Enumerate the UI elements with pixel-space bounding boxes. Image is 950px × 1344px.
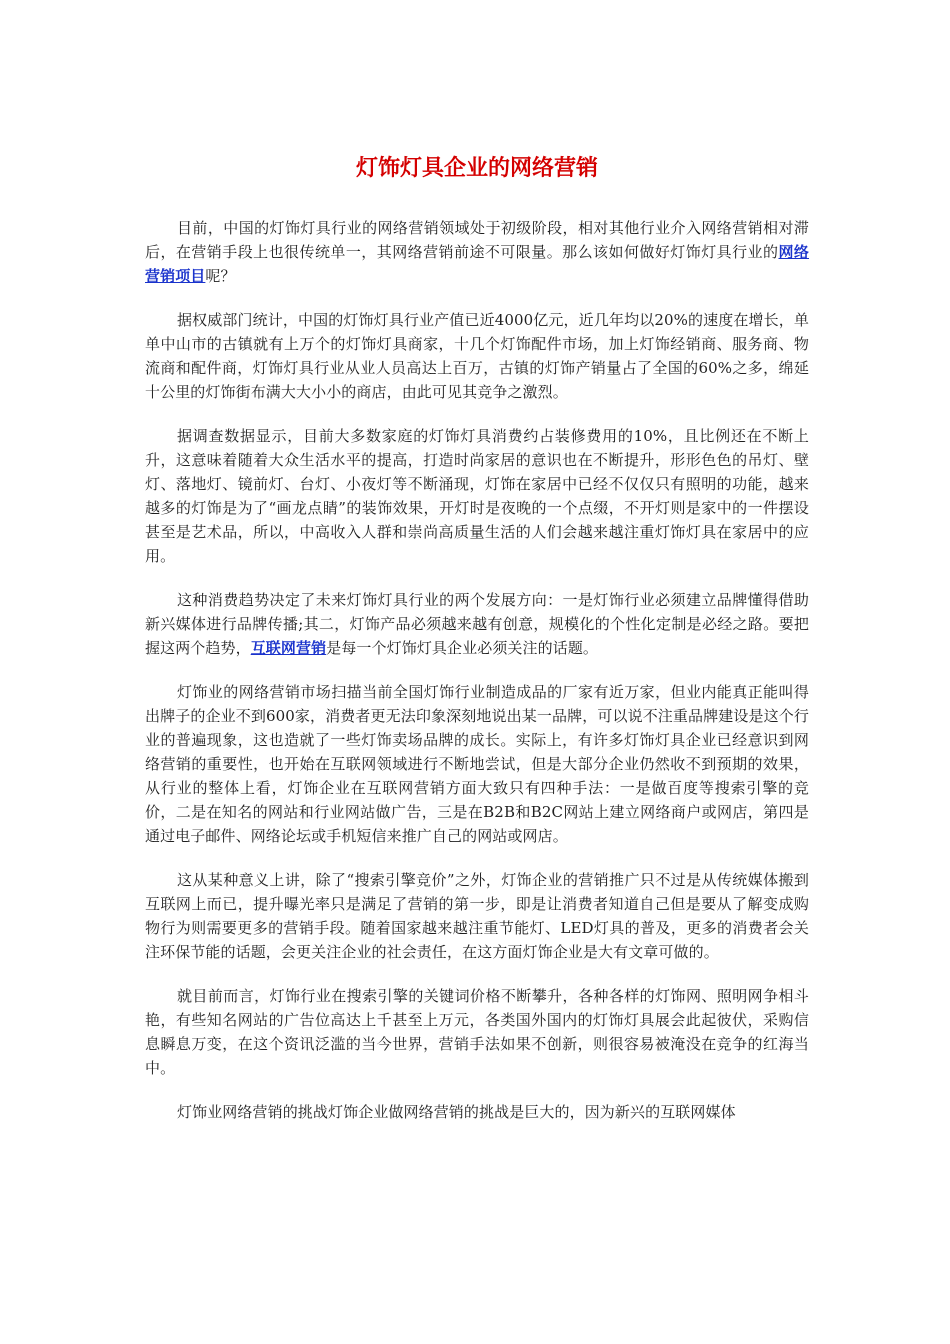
document-title: 灯饰灯具企业的网络营销	[355, 156, 598, 181]
paragraph-promotion: 这从某种意义上讲，除了“搜索引擎竞价”之外，灯饰企业的营销推广只不过是从传统媒体搬到互联网上而已，提升曝光率只是满足了营销的第一步，即是让消费者知道自己但是要从了解变成购物行为则需要更多的营销手段。随着国家越来越注重节能灯、LED灯具的普及，更多的消费者会关注环保节能的话题，会更关注企业的社会责任，在这方面灯饰企业是大有文章可做的。	[145, 871, 809, 961]
paragraph-text: 是每一个灯饰灯具企业必须关注的话题。	[326, 639, 599, 657]
paragraph-intro	[145, 216, 809, 288]
document-page	[145, 150, 809, 1124]
link-network-marketing-project[interactable]: 网络营销项目	[145, 243, 810, 285]
paragraph-text: 这种消费趋势决定了未来灯饰灯具行业的两个发展方向：一是灯饰行业必须建立品牌懂得借助新兴媒体进行品牌传播;其二，灯饰产品必须越来越有创意，规模化的个性化定制是必经之路。要把握这两个趋势，	[145, 591, 809, 657]
paragraph-text: 呢？	[205, 267, 236, 285]
paragraph-text: 目前，中国的灯饰灯具行业的网络营销领域处于初级阶段，相对其他行业介入网络营销相对滞后，在营销手段上也很传统单一，其网络营销前途不可限量。那么该如何做好灯饰灯具行业的	[145, 219, 809, 261]
paragraph-statistics: 据权威部门统计，中国的灯饰灯具行业产值已近4000亿元，近几年均以20%的速度在增长，单单中山市的古镇就有上万个的灯饰灯具商家，十几个灯饰配件市场，加上灯饰经销商、服务商、物流商和配件商，灯饰灯具行业从业人员高达上百万，古镇的灯饰产销量占了全国的60%之多，绵延十公里的灯饰街布满大大小小的商店，由此可见其竞争之激烈。	[145, 311, 809, 401]
paragraph-survey: 据调查数据显示，目前大多数家庭的灯饰灯具消费约占装修费用的10%，且比例还在不断上升，这意味着随着大众生活水平的提高，打造时尚家居的意识也在不断提升，形形色色的吊灯、壁灯、落地灯、镜前灯、台灯、小夜灯等不断涌现，灯饰在家居中已经不仅仅只有照明的功能，越来越多的灯饰是为了“画龙点睛”的装饰效果，开灯时是夜晚的一个点缀，不开灯则是家中的一件摆设甚至是艺术品，所以，中高收入人群和崇尚高质量生活的人们会越来越注重灯饰灯具在家居中的应用。	[145, 427, 809, 565]
paragraph-current-state: 就目前而言，灯饰行业在搜索引擎的关键词价格不断攀升，各种各样的灯饰网、照明网争相斗艳，有些知名网站的广告位高达上千甚至上万元，各类国外国内的灯饰灯具展会此起彼伏，采购信息瞬息万变，在这个资讯泛滥的当今世界，营销手法如果不创新，则很容易被淹没在竞争的红海当中。	[145, 987, 809, 1077]
paragraph-trends	[145, 588, 809, 660]
paragraph-challenges: 灯饰业网络营销的挑战灯饰企业做网络营销的挑战是巨大的，因为新兴的互联网媒体	[177, 1103, 736, 1121]
link-internet-marketing[interactable]: 互联网营销	[250, 639, 327, 657]
paragraph-market-scan: 灯饰业的网络营销市场扫描当前全国灯饰行业制造成品的厂家有近万家，但业内能真正能叫得出牌子的企业不到600家，消费者更无法印象深刻地说出某一品牌，可以说不注重品牌建设是这个行业的普遍现象，这也造就了一些灯饰卖场品牌的成长。实际上，有许多灯饰灯具企业已经意识到网络营销的重要性，也开始在互联网领域进行不断地尝试，但是大部分企业仍然收不到预期的效果，从行业的整体上看，灯饰企业在互联网营销方面大致只有四种手法：一是做百度等搜索引擎的竞价，二是在知名的网站和行业网站做广告，三是在B2B和B2C网站上建立网络商户或网店，第四是通过电子邮件、网络论坛或手机短信来推广自己的网站或网店。	[145, 683, 809, 845]
